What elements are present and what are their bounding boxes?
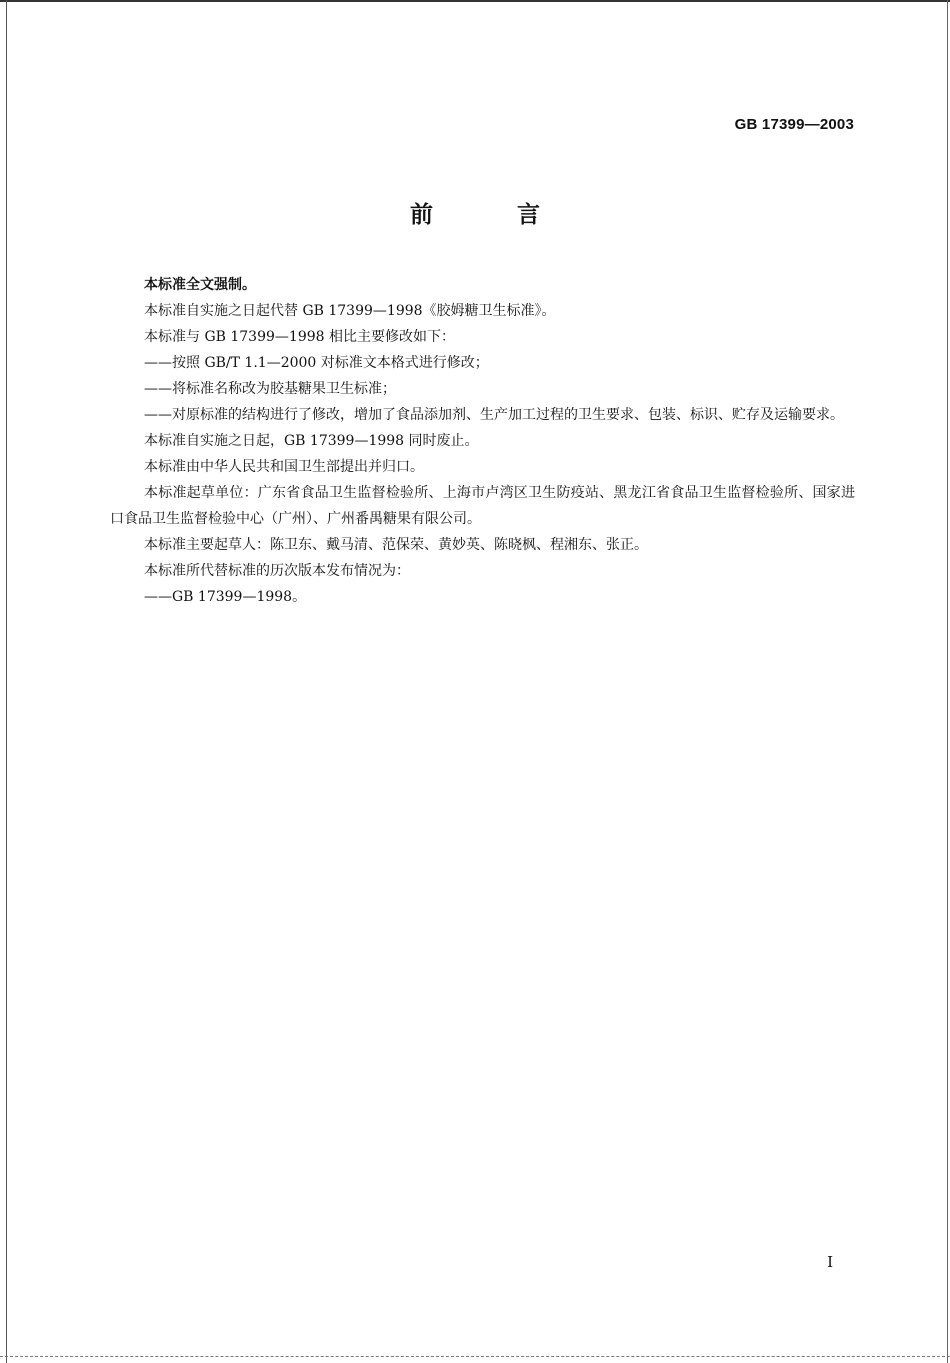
history-item: ——GB 17399—1998。	[144, 589, 307, 605]
page-border-bottom	[0, 1356, 950, 1357]
change-item-rename: ——将标准名称改为胶基糖果卫生标准；	[144, 381, 396, 397]
page-number: I	[827, 1253, 833, 1271]
foreword-body	[110, 272, 855, 610]
paragraph-mandatory: 本标准全文强制。	[144, 277, 256, 293]
paragraph-drafters: 本标准主要起草人：陈卫东、戴马清、范保荣、黄妙英、陈晓枫、程湘东、张正。	[144, 537, 648, 553]
standard-code: GB 17399—2003	[734, 116, 854, 133]
page-title: 前 言	[409, 202, 578, 228]
paragraph-history-intro: 本标准所代替标准的历次版本发布情况为：	[144, 563, 410, 579]
change-item-structure: ——对原标准的结构进行了修改，增加了食品添加剂、生产加工过程的卫生要求、包装、标识、贮存及运输要求。	[144, 407, 844, 423]
paragraph-proposed-by: 本标准由中华人民共和国卫生部提出并归口。	[144, 459, 424, 475]
change-item-format: ——按照 GB/T 1.1—2000 对标准文本格式进行修改；	[144, 355, 489, 371]
paragraph-abolish: 本标准自实施之日起，GB 17399—1998 同时废止。	[144, 433, 479, 449]
page-border-top	[0, 0, 950, 2]
paragraph-drafting-units: 本标准起草单位：广东省食品卫生监督检验所、上海市卢湾区卫生防疫站、黑龙江省食品卫生监督检验所、国家进口食品卫生监督检验中心（广州）、广州番禺糖果有限公司。	[110, 485, 855, 527]
paragraph-replaces: 本标准自实施之日起代替 GB 17399—1998《胶姆糖卫生标准》。	[144, 303, 556, 319]
paragraph-changes-intro: 本标准与 GB 17399—1998 相比主要修改如下：	[144, 329, 455, 345]
